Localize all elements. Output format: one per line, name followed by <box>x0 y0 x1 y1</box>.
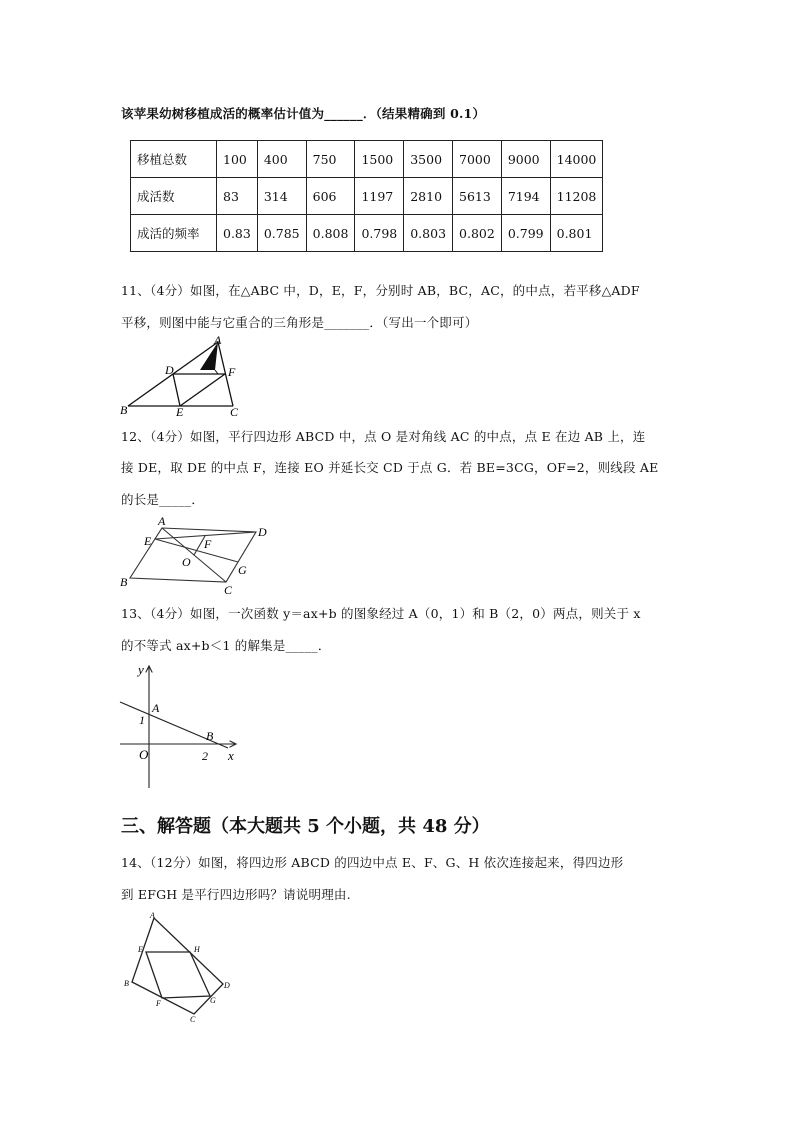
table-cell: 0.798 <box>355 215 404 252</box>
q13-line1: 13、（4分）如图，一次函数 y＝ax+b 的图象经过 A（0，1）和 B（2，0）两点，则关于 x <box>121 606 641 621</box>
q14-line2: 到 EFGH 是平行四边形吗？请说明理由. <box>121 887 351 902</box>
label-B: B <box>120 575 128 589</box>
table-row-header: 移植总数 <box>131 141 217 178</box>
table-cell: 9000 <box>501 141 550 178</box>
label-C: C <box>230 405 239 419</box>
table-row-header: 成活数 <box>131 178 217 215</box>
q13-linear-function-graph <box>118 660 248 790</box>
label-B: B <box>120 403 128 417</box>
tick-1: 1 <box>139 713 145 727</box>
label-D: D <box>165 363 174 377</box>
tick-2: 2 <box>202 749 208 763</box>
label-E: E <box>144 534 152 548</box>
table-cell: 1500 <box>355 141 404 178</box>
label-C: C <box>224 583 233 597</box>
q11-line2: 平移，则图中能与它重合的三角形是_______．（写出一个即可） <box>121 315 478 330</box>
q12-parallelogram-figure <box>118 512 278 597</box>
q12-line3: 的长是_____． <box>121 492 205 507</box>
label-x: x <box>228 748 234 763</box>
section-3-heading: 三、解答题（本大题共 5 个小题，共 48 分） <box>121 816 490 837</box>
label-O: O <box>139 747 149 762</box>
q14-line1: 14、（12分）如图，将四边形 ABCD 的四边中点 E、F、G、H 依次连接起来，得四边形 <box>121 855 624 870</box>
label-A: A <box>214 333 222 347</box>
q11-triangle-figure <box>118 333 248 419</box>
table-cell: 5613 <box>453 178 502 215</box>
label-O: O <box>182 555 191 569</box>
table-cell: 750 <box>306 141 355 178</box>
q12-line1: 12、（4分）如图，平行四边形 ABCD 中，点 O 是对角线 AC 的中点，点 E 在边 AB 上，连 <box>121 429 646 444</box>
label-E: E <box>138 945 143 954</box>
table-row <box>131 215 603 252</box>
q14-quadrilateral-figure <box>118 912 238 1024</box>
label-A: A <box>150 911 155 920</box>
table-cell: 0.802 <box>453 215 502 252</box>
table-row <box>131 141 603 178</box>
table-cell: 7000 <box>453 141 502 178</box>
table-cell: 0.803 <box>404 215 453 252</box>
label-H: H <box>194 945 200 954</box>
table-cell: 3500 <box>404 141 453 178</box>
label-F: F <box>228 365 236 379</box>
table-cell: 314 <box>257 178 306 215</box>
label-F: F <box>204 537 212 551</box>
label-B: B <box>124 979 129 988</box>
label-D: D <box>258 525 267 539</box>
label-F: F <box>156 999 161 1008</box>
table-cell: 0.801 <box>550 215 603 252</box>
frequency-table <box>130 140 603 252</box>
table-cell: 0.799 <box>501 215 550 252</box>
q11-line1: 11、（4分）如图，在△ABC 中，D，E，F，分别时 AB，BC，AC，的中点，若平移△ADF <box>121 283 640 298</box>
table-cell: 83 <box>217 178 258 215</box>
label-y: y <box>138 662 144 677</box>
table-cell: 606 <box>306 178 355 215</box>
table-cell: 1197 <box>355 178 404 215</box>
q12-line2: 接 DE，取 DE 的中点 F，连接 EO 并延长交 CD 于点 G．若 BE=3CG，OF=2，则线段 AE <box>121 460 659 475</box>
table-cell: 0.83 <box>217 215 258 252</box>
table-cell: 11208 <box>550 178 603 215</box>
label-G: G <box>238 563 247 577</box>
q13-line2: 的不等式 ax+b＜1 的解集是_____． <box>121 638 331 653</box>
label-A: A <box>152 701 160 715</box>
table-cell: 400 <box>257 141 306 178</box>
label-D: D <box>224 981 230 990</box>
label-G: G <box>210 996 216 1005</box>
label-E: E <box>176 405 184 419</box>
table-cell: 0.808 <box>306 215 355 252</box>
table-cell: 100 <box>217 141 258 178</box>
table-row <box>131 178 603 215</box>
table-cell: 14000 <box>550 141 603 178</box>
table-row-header: 成活的频率 <box>131 215 217 252</box>
table-cell: 7194 <box>501 178 550 215</box>
label-A: A <box>158 514 166 528</box>
label-B: B <box>206 729 214 743</box>
q10-text: 该苹果幼树移植成活的概率估计值为______．（结果精确到 0.1） <box>121 106 486 121</box>
table-cell: 0.785 <box>257 215 306 252</box>
table-cell: 2810 <box>404 178 453 215</box>
label-C: C <box>190 1015 196 1024</box>
